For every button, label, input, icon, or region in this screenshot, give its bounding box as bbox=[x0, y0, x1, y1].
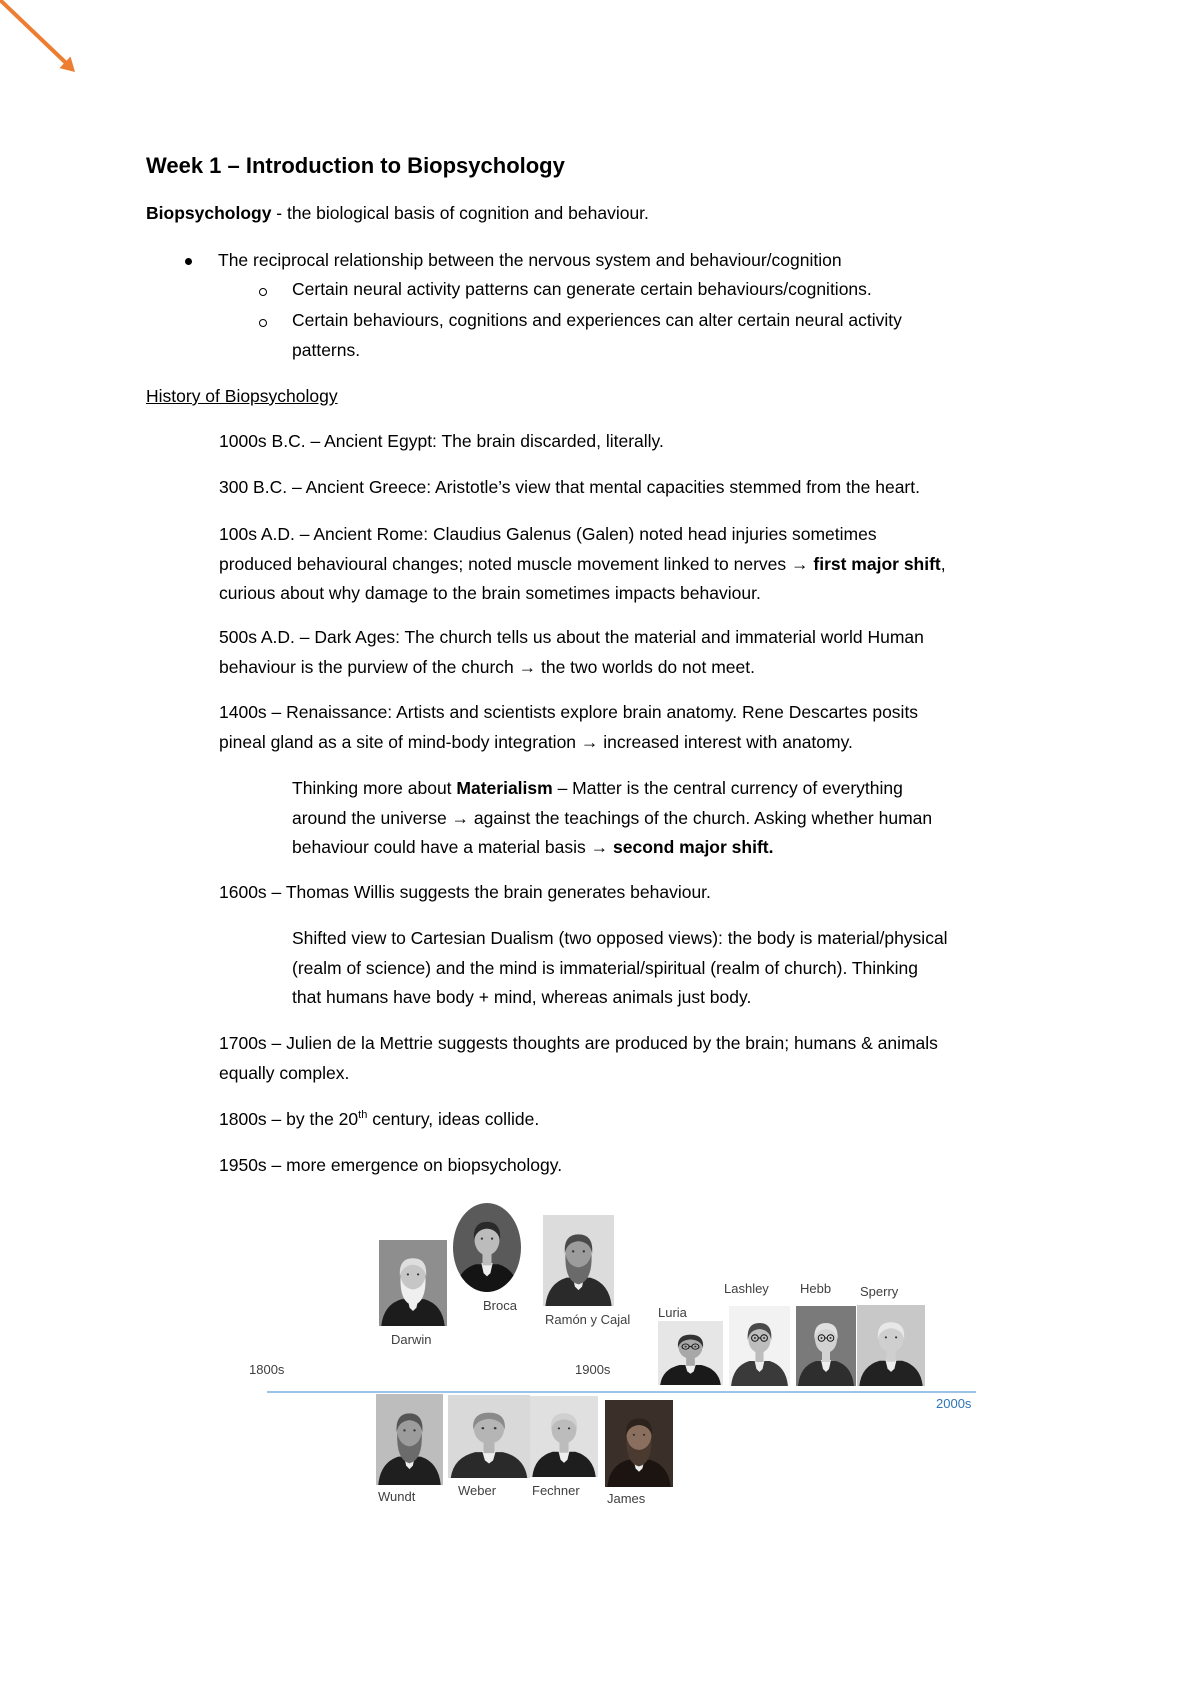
arrow-icon bbox=[0, 0, 90, 90]
note-line bbox=[292, 983, 948, 1013]
eye bbox=[572, 1250, 574, 1252]
entry-text: century, ideas collide. bbox=[367, 1109, 540, 1129]
neck bbox=[886, 1350, 895, 1362]
hair bbox=[400, 1258, 426, 1276]
neck bbox=[482, 1252, 491, 1265]
portrait-lashley bbox=[729, 1306, 790, 1386]
collar bbox=[482, 1451, 496, 1463]
shoulders bbox=[378, 1457, 441, 1485]
photo-background bbox=[543, 1215, 614, 1306]
eye bbox=[763, 1337, 765, 1339]
photo bbox=[729, 1306, 790, 1386]
portrait-label: Weber bbox=[458, 1483, 497, 1498]
beard bbox=[626, 1437, 651, 1466]
list-item bbox=[218, 246, 842, 276]
photo-background bbox=[453, 1203, 521, 1292]
face bbox=[397, 1416, 422, 1448]
portrait-broca bbox=[453, 1203, 521, 1292]
sub-bullet-icon bbox=[259, 319, 267, 327]
photo bbox=[376, 1394, 443, 1485]
note-line bbox=[292, 954, 948, 984]
face bbox=[815, 1325, 837, 1353]
timeline-axis bbox=[267, 1391, 976, 1393]
history-note bbox=[292, 774, 932, 863]
glasses-lens bbox=[682, 1344, 689, 1349]
neck bbox=[559, 1441, 568, 1453]
portrait-label: Sperry bbox=[860, 1284, 899, 1299]
photo bbox=[605, 1400, 673, 1487]
photo-background bbox=[857, 1305, 925, 1386]
history-note bbox=[292, 924, 948, 1013]
note-text: Thinking more about bbox=[292, 778, 457, 798]
shoulders bbox=[532, 1452, 595, 1477]
entry-text: 100s A.D. – Ancient Rome: Claudius Galenus (Galen) noted head injuries sometimes bbox=[219, 524, 877, 544]
entry-line bbox=[219, 427, 664, 457]
entry-text: produced behavioural changes; noted muscle movement linked to nerves → bbox=[219, 553, 814, 574]
eye bbox=[494, 1427, 497, 1429]
hair bbox=[748, 1323, 772, 1340]
history-entry bbox=[219, 520, 946, 609]
note-text: around the universe → against the teachings of the church. Asking whether human bbox=[292, 807, 933, 828]
note-line bbox=[292, 833, 932, 863]
collar bbox=[573, 1276, 585, 1290]
photo bbox=[543, 1215, 614, 1306]
neck bbox=[686, 1356, 695, 1366]
shoulders bbox=[660, 1365, 721, 1385]
collar bbox=[481, 1263, 492, 1276]
portrait-label: Hebb bbox=[800, 1281, 832, 1296]
shoulders bbox=[798, 1361, 854, 1386]
photo-background bbox=[796, 1306, 856, 1386]
collar bbox=[407, 1298, 418, 1311]
entry-line bbox=[219, 520, 946, 550]
sub-list-item bbox=[292, 306, 902, 365]
sub-list-item bbox=[292, 275, 872, 305]
history-entry bbox=[219, 1105, 539, 1135]
sub-list-item-text: Certain behaviours, cognitions and experiences can alter certain neural activity bbox=[292, 310, 902, 330]
eye bbox=[830, 1337, 832, 1339]
note-text: that humans have body + mind, whereas animals just body. bbox=[292, 987, 752, 1007]
portrait-ramon-y-cajal bbox=[543, 1215, 614, 1306]
shoulders bbox=[731, 1361, 788, 1386]
portrait-label: Luria bbox=[658, 1305, 687, 1320]
face bbox=[401, 1260, 426, 1290]
eye bbox=[685, 1346, 687, 1348]
history-entry bbox=[219, 473, 920, 503]
entry-line bbox=[219, 473, 920, 503]
era-label: 2000s bbox=[936, 1396, 972, 1411]
hair bbox=[473, 1413, 505, 1431]
entry-text: behaviour is the purview of the church → the two worlds do not meet. bbox=[219, 656, 755, 677]
photo bbox=[379, 1240, 447, 1326]
history-entry bbox=[219, 878, 711, 908]
portrait-label: Darwin bbox=[391, 1332, 432, 1347]
eye bbox=[754, 1337, 756, 1339]
entry-text: , bbox=[940, 553, 946, 574]
hair bbox=[678, 1335, 703, 1349]
entry-line bbox=[219, 550, 946, 580]
photo-background bbox=[448, 1395, 530, 1478]
entry-text: 1950s – more emergence on biopsychology. bbox=[219, 1155, 563, 1175]
history-entry bbox=[219, 1029, 938, 1088]
face bbox=[475, 1224, 500, 1255]
definition-term: Biopsychology bbox=[146, 203, 272, 223]
section-heading: History of Biopsychology bbox=[146, 386, 338, 406]
ordinal-suffix: th bbox=[358, 1109, 368, 1122]
photo bbox=[857, 1305, 925, 1386]
portrait-label: Wundt bbox=[378, 1489, 416, 1504]
portrait-hebb bbox=[796, 1306, 856, 1386]
bullet-icon bbox=[185, 258, 192, 265]
eye bbox=[407, 1273, 409, 1275]
definition bbox=[146, 199, 649, 229]
entry-line bbox=[219, 623, 924, 653]
key-term: Materialism bbox=[456, 778, 553, 798]
face bbox=[565, 1237, 591, 1269]
entry-text: equally complex. bbox=[219, 1062, 350, 1083]
hair bbox=[551, 1413, 577, 1430]
eye bbox=[583, 1250, 585, 1252]
eye bbox=[413, 1429, 415, 1431]
eye bbox=[643, 1434, 645, 1436]
eye bbox=[821, 1337, 823, 1339]
history-entry bbox=[219, 427, 664, 457]
neck bbox=[484, 1441, 495, 1453]
hair bbox=[474, 1222, 500, 1241]
eye bbox=[895, 1336, 897, 1338]
hair bbox=[565, 1234, 593, 1253]
era-label: 1800s bbox=[249, 1362, 285, 1377]
portrait-wundt bbox=[376, 1394, 443, 1485]
neck bbox=[634, 1448, 643, 1461]
neck bbox=[405, 1444, 414, 1458]
definition-text: - the biological basis of cognition and behaviour. bbox=[271, 203, 649, 223]
photo-background bbox=[379, 1240, 447, 1326]
entry-line bbox=[219, 878, 711, 908]
portrait-label: Lashley bbox=[724, 1281, 769, 1296]
collar bbox=[821, 1360, 831, 1372]
sub-list-item-text: patterns. bbox=[292, 339, 361, 360]
glasses-lens bbox=[827, 1335, 834, 1342]
key-phrase: second major shift. bbox=[613, 837, 774, 857]
entry-line bbox=[219, 1029, 938, 1059]
collar bbox=[685, 1364, 696, 1374]
entry-text: 1600s – Thomas Willis suggests the brain generates behaviour. bbox=[219, 882, 711, 902]
glasses-lens bbox=[818, 1335, 825, 1342]
photo bbox=[448, 1395, 530, 1478]
entry-line bbox=[219, 1151, 562, 1181]
face bbox=[679, 1336, 703, 1358]
shoulders bbox=[451, 1452, 528, 1478]
history-entry bbox=[219, 698, 918, 757]
face bbox=[474, 1415, 504, 1444]
beard bbox=[565, 1254, 591, 1285]
note-line bbox=[292, 774, 932, 804]
eye bbox=[885, 1336, 887, 1338]
era-label: 1900s bbox=[575, 1362, 611, 1377]
photo bbox=[530, 1396, 598, 1477]
hair bbox=[814, 1323, 837, 1340]
photo bbox=[453, 1203, 521, 1292]
beard bbox=[400, 1277, 425, 1306]
eye bbox=[694, 1346, 696, 1348]
entry-text: 300 B.C. – Ancient Greece: Aristotle’s view that mental capacities stemmed from the heart. bbox=[219, 477, 920, 497]
entry-line bbox=[219, 698, 918, 728]
entry-line bbox=[219, 653, 924, 683]
entry-text: 1700s – Julien de la Mettrie suggests thoughts are produced by the brain; humans & animals bbox=[219, 1033, 938, 1053]
note-text: Shifted view to Cartesian Dualism (two opposed views): the body is material/physical bbox=[292, 928, 948, 948]
portrait-luria bbox=[658, 1321, 723, 1385]
portrait-darwin bbox=[379, 1240, 447, 1326]
collar bbox=[633, 1459, 644, 1472]
note-line bbox=[292, 804, 932, 834]
arrow-shaft bbox=[0, 0, 65, 62]
portrait-fechner bbox=[530, 1396, 598, 1477]
note-text: (realm of science) and the mind is immaterial/spiritual (realm of church). Thinking bbox=[292, 957, 919, 978]
portrait-label: Broca bbox=[483, 1298, 517, 1313]
page-title: Week 1 – Introduction to Biopsychology bbox=[146, 153, 565, 178]
history-entry bbox=[219, 1151, 562, 1181]
eye bbox=[481, 1237, 483, 1239]
history-entry bbox=[219, 623, 924, 682]
list-item-text: The reciprocal relationship between the nervous system and behaviour/cognition bbox=[218, 250, 842, 270]
portrait-weber bbox=[448, 1395, 530, 1478]
eye bbox=[558, 1427, 560, 1429]
face bbox=[627, 1421, 652, 1451]
photo bbox=[796, 1306, 856, 1386]
glasses-lens bbox=[761, 1335, 768, 1342]
neck bbox=[755, 1350, 763, 1362]
eye bbox=[481, 1427, 484, 1429]
neck bbox=[822, 1350, 830, 1362]
photo-background bbox=[376, 1394, 443, 1485]
eye bbox=[491, 1237, 493, 1239]
face bbox=[879, 1324, 904, 1352]
collar bbox=[558, 1451, 569, 1463]
collar bbox=[754, 1360, 764, 1372]
sub-bullet-icon bbox=[259, 288, 267, 296]
glasses-lens bbox=[752, 1335, 759, 1342]
note-text: behaviour could have a material basis → bbox=[292, 837, 614, 857]
entry-line bbox=[219, 579, 946, 609]
hair bbox=[396, 1413, 422, 1432]
shoulders bbox=[607, 1460, 670, 1487]
collar bbox=[885, 1360, 896, 1372]
entry-line bbox=[219, 1105, 539, 1135]
hair bbox=[626, 1418, 652, 1436]
eye bbox=[568, 1427, 570, 1429]
shoulders bbox=[455, 1264, 518, 1292]
note-text: – Matter is the central currency of everything bbox=[552, 778, 903, 798]
photo-background bbox=[729, 1306, 790, 1386]
entry-text: 500s A.D. – Dark Ages: The church tells us about the material and immaterial world Human bbox=[219, 627, 924, 647]
shoulders bbox=[545, 1278, 611, 1306]
neck bbox=[574, 1265, 583, 1279]
eye bbox=[403, 1429, 405, 1431]
eye bbox=[417, 1273, 419, 1275]
portrait-label: Ramón y Cajal bbox=[545, 1312, 631, 1327]
eye bbox=[633, 1434, 635, 1436]
entry-text: 1800s – by the 20 bbox=[219, 1109, 359, 1129]
entry-text: 1400s – Renaissance: Artists and scientists explore brain anatomy. Rene Descartes posits bbox=[219, 702, 919, 722]
portrait-label: Fechner bbox=[532, 1483, 580, 1498]
portrait-label: James bbox=[607, 1491, 646, 1506]
beard bbox=[397, 1433, 422, 1464]
key-phrase: first major shift bbox=[813, 553, 941, 574]
note-line bbox=[292, 924, 948, 954]
neck bbox=[408, 1287, 417, 1300]
entry-line bbox=[219, 1059, 938, 1089]
collar bbox=[404, 1455, 415, 1469]
entry-text: curious about why damage to the brain sometimes impacts behaviour. bbox=[219, 583, 761, 603]
face bbox=[748, 1325, 770, 1353]
glasses-lens bbox=[692, 1344, 699, 1349]
photo-background bbox=[605, 1400, 673, 1487]
photo-background bbox=[530, 1396, 598, 1477]
hair bbox=[878, 1322, 904, 1339]
photo-background bbox=[658, 1321, 723, 1385]
entry-text: 1000s B.C. – Ancient Egypt: The brain discarded, literally. bbox=[219, 431, 664, 451]
photo bbox=[658, 1321, 723, 1385]
sub-list-item-text: Certain neural activity patterns can generate certain behaviours/cognitions. bbox=[292, 279, 872, 299]
face bbox=[552, 1415, 577, 1443]
shoulders bbox=[381, 1299, 444, 1326]
shoulders bbox=[859, 1361, 922, 1386]
entry-text: pineal gland as a site of mind-body integration → increased interest with anatomy. bbox=[219, 731, 853, 752]
portrait-sperry bbox=[857, 1305, 925, 1386]
entry-line bbox=[219, 728, 918, 758]
portrait-james bbox=[605, 1400, 673, 1487]
